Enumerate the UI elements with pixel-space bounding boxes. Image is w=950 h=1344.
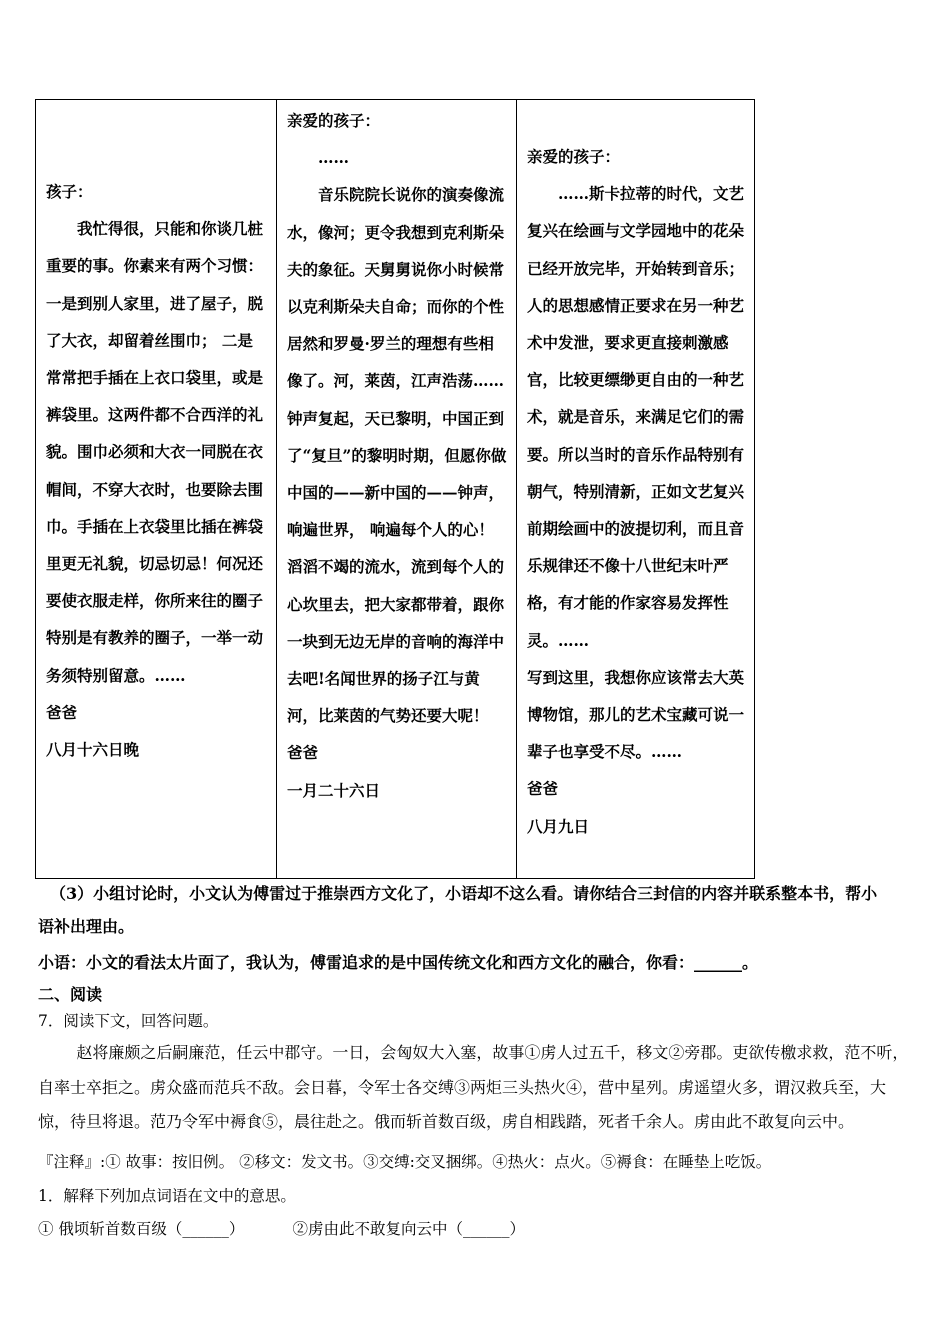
letter3-body2: 写到这里，我想你应该常去大英博物馆，那儿的艺术宝藏可说一辈子也享受不尽。…… bbox=[527, 667, 745, 762]
subquestion-1-items bbox=[38, 1214, 913, 1244]
letter-column-3 bbox=[516, 100, 754, 878]
question-3-line1: （3）小组讨论时，小文认为傅雷过于推崇西方文化了，小语却不这么看。请你结合三封信的内容并联系整本书，帮小 bbox=[50, 884, 878, 903]
question-3 bbox=[38, 877, 913, 943]
letter2-ellipsis: …… bbox=[318, 148, 349, 168]
letter-column-2 bbox=[276, 100, 516, 878]
subquestion-1: 1．解释下列加点词语在文中的意思。 bbox=[38, 1187, 296, 1205]
letter-column-1 bbox=[36, 100, 276, 878]
letter3-signature: 爸爸 bbox=[527, 779, 559, 799]
letter1-signature: 爸爸 bbox=[46, 702, 78, 722]
question-3-answer: 小语：小文的看法太片面了，我认为，傅雷追求的是中国传统文化和西方文化的融合，你看：______。 bbox=[38, 953, 759, 972]
section-heading: 二、阅读 bbox=[38, 985, 103, 1004]
letter1-body: 我忙得很，只能和你谈几桩重要的事。你素来有两个习惯：一是到别人家里，进了屋子，脱了大衣，却留着丝围巾； 二是常常把手插在上衣口袋里，或是裤袋里。这两件都不合西洋的礼貌。围巾必须和大衣一同脱在衣帽间，不穿大衣时，也要除去围巾。手插在上衣袋里比插在裤袋里更无礼貌，切忌切忌！何况还要使衣服走样，你所来往的圈子特别是有教养的圈子，一举一动务须特别留意。…… bbox=[46, 219, 264, 685]
letter1-salutation: 孩子： bbox=[46, 182, 93, 201]
subquestion-1-item-a: ① 俄顷斩首数百级（______） bbox=[38, 1220, 245, 1238]
letter2-signature: 爸爸 bbox=[287, 743, 319, 763]
letter1-date: 八月十六日晚 bbox=[46, 740, 140, 760]
letter2-salutation: 亲爱的孩子： bbox=[287, 111, 381, 130]
question-7-prompt: 7．阅读下文，回答问题。 bbox=[38, 1012, 219, 1030]
letter3-salutation: 亲爱的孩子： bbox=[527, 147, 621, 166]
reading-passage bbox=[38, 1036, 913, 1140]
passage-text: 赵将廉颇之后嗣廉范，任云中郡守。一日，会匈奴大入塞，故事①虏人过五千，移文②旁郡。吏欲传檄求救，范不听，自率士卒拒之。虏众盛而范兵不敌。会日暮，令军士各交缚③两炬三头热火④，营中星列。虏遥望火多，谓汉救兵至，大惊，待旦将退。范乃令军中褥食⑤，晨往赴之。俄而斩首数百级，虏自相践踏，死者千余人。虏由此不敢复向云中。 bbox=[38, 1043, 909, 1131]
subquestion-1-item-b: ②虏由此不敢复向云中（______） bbox=[292, 1220, 525, 1238]
letter3-date: 八月九日 bbox=[527, 816, 590, 836]
letter3-body: ……斯卡拉蒂的时代，文艺复兴在绘画与文学园地中的花朵已经开放完毕，开始转到音乐；人的思想感情正要求在另一种艺术中发泄，要求更直接刺激感官，比较更缥缈更自由的一种艺术，就是音乐，来满足它们的需要。所以当时的音乐作品特别有朝气，特别清新，正如文艺复兴前期绘画中的波提切利，而且音乐规律还不像十八世纪末叶严格，有才能的作家容易发挥性灵。…… bbox=[527, 184, 745, 650]
letter2-body: 音乐院院长说你的演奏像流水，像河；更令我想到克利斯朵夫的象征。天舅舅说你小时候常以克利斯朵夫自命；而你的个性居然和罗曼·罗兰的理想有些相像了。河，莱茵，江声浩荡……钟声复起，天已黎明，中国正到了“复旦”的黎明时期，但愿你做中国的——新中国的——钟声，响遍世界， 响遍每个人的心！滔滔不竭的流水，流到每个人的心坎里去，把大家都带着，跟你一块到无边无岸的音响的海洋中去吧!名闻世界的扬子江与黄河，比莱茵的气势还要大呢！ bbox=[287, 185, 507, 726]
passage-notes: 『注释』:① 故事：按旧例。 ②移文：发文书。③交缚:交叉捆绑。④热火：点火。⑤褥食：在睡垫上吃饭。 bbox=[38, 1153, 772, 1171]
letter2-date: 一月二十六日 bbox=[287, 780, 381, 800]
letters-table bbox=[35, 99, 755, 879]
question-3-line2: 语补出理由。 bbox=[38, 917, 135, 936]
